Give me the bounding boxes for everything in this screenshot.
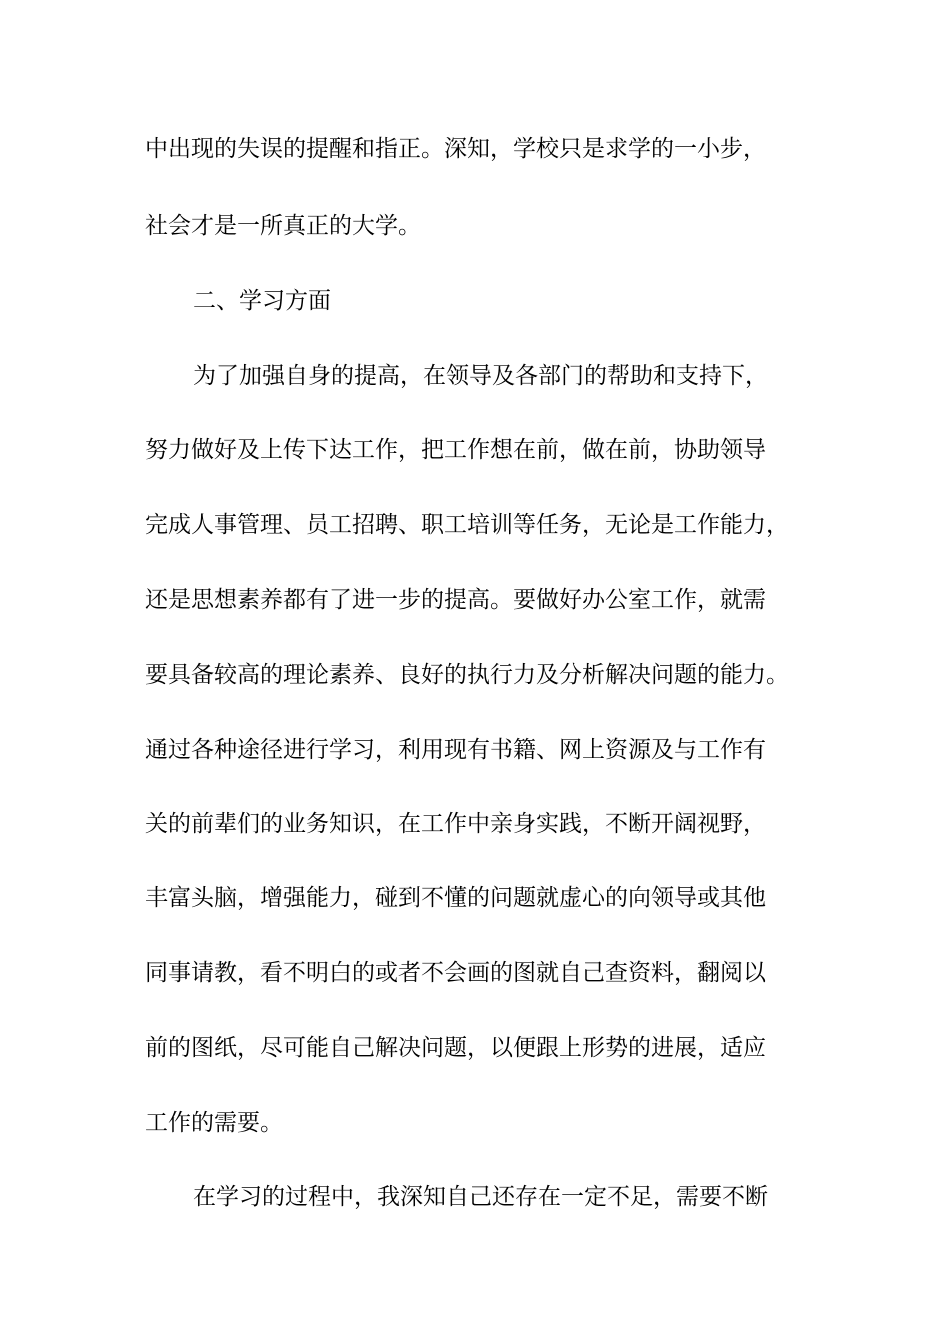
paragraph-line: 完成人事管理、员工招聘、职工培训等任务，无论是工作能力， (145, 512, 789, 538)
paragraph-line: 还是思想素养都有了进一步的提高。要做好办公室工作，就需 (145, 587, 766, 613)
paragraph-line: 同事请教，看不明白的或者不会画的图就自己查资料，翻阅以 (145, 960, 766, 986)
paragraph-line: 要具备较高的理论素养、良好的执行力及分析解决问题的能力。 (145, 662, 789, 688)
paragraph-line: 工作的需要。 (145, 1110, 283, 1136)
paragraph-line: 前的图纸，尽可能自己解决问题，以便跟上形势的进展，适应 (145, 1035, 766, 1061)
paragraph-line: 关的前辈们的业务知识，在工作中亲身实践，不断开阔视野， (145, 811, 766, 837)
paragraph-line: 通过各种途径进行学习，利用现有书籍、网上资源及与工作有 (145, 737, 766, 763)
paragraph-line: 丰富头脑，增强能力，碰到不懂的问题就虚心的向领导或其他 (145, 885, 766, 911)
section-heading: 二、学习方面 (193, 288, 331, 314)
paragraph-line: 为了加强自身的提高，在领导及各部门的帮助和支持下， (193, 363, 768, 389)
paragraph-line: 社会才是一所真正的大学。 (145, 213, 421, 239)
paragraph-line: 中出现的失误的提醒和指正。深知，学校只是求学的一小步， (145, 136, 766, 162)
paragraph-line: 努力做好及上传下达工作，把工作想在前，做在前，协助领导 (145, 437, 766, 463)
paragraph-line: 在学习的过程中，我深知自己还存在一定不足，需要不断 (193, 1184, 768, 1210)
